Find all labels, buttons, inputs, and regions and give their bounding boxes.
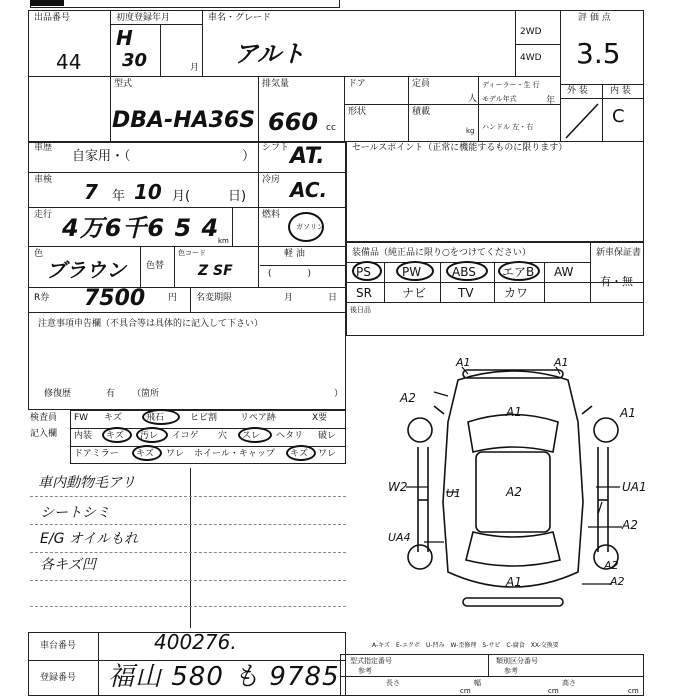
mark-right-quarter: A2 <box>610 575 625 588</box>
year-unit: 年 <box>546 96 556 106</box>
note-line-2: シートシミ <box>40 505 110 521</box>
height-label: 高さ <box>562 679 576 687</box>
mark-right-front-door: UA1 <box>622 480 647 494</box>
mark-left-door-inner: U1 <box>446 487 462 500</box>
shift-label: シフト <box>262 143 290 153</box>
insp-r1-2: 飛石 <box>146 413 165 423</box>
inspector-label-2: 記入欄 <box>30 429 58 439</box>
dealer-label: ディーラー・生 行 <box>482 81 540 89</box>
name-change-day: 日 <box>328 293 338 303</box>
mark-hood: A1 <box>506 405 522 419</box>
sales-point-box <box>346 142 644 242</box>
type-number-label: 型式指定番号 <box>350 657 392 665</box>
lot-number: 44 <box>56 50 82 74</box>
model-name: アルト <box>234 40 306 68</box>
lot-label: 出品番号 <box>34 13 71 23</box>
type-label: 型式 <box>114 79 133 89</box>
note-line-1: 車内動物毛アリ <box>38 475 136 491</box>
use-close: ） <box>242 149 256 164</box>
drive-4wd: 4WD <box>520 53 542 63</box>
inspection-year-unit: 年 <box>112 189 126 204</box>
circle-mirror-scratch <box>132 445 162 461</box>
insp-r3-2: ワレ <box>166 449 185 459</box>
capacity-label: 定員 <box>412 79 431 89</box>
score-value: 3.5 <box>576 37 621 70</box>
reg-era: H <box>116 26 133 50</box>
equip-pw: PW <box>402 265 422 279</box>
insp-r2-0: 内装 <box>74 431 93 441</box>
use-value: 自家用・（ <box>72 149 131 164</box>
insp-r3-4: キズ <box>290 449 308 459</box>
damage-legend: A-キズ E-エクボ U-凹み W-歪修理 S-サビ C-腐食 XX-交換要 <box>372 642 559 649</box>
equip-navi: ナビ <box>402 286 427 300</box>
mark-roof: A2 <box>506 485 522 499</box>
equip-ps: PS <box>356 265 371 279</box>
notes-label: 注意事項申告欄（不具合等は具体的に記入して下さい） <box>38 319 264 329</box>
interior-grade: C <box>612 106 625 127</box>
fuel-label: 燃料 <box>262 210 281 220</box>
repair-place: （箇所 <box>132 389 160 399</box>
insp-r1-0: FW <box>74 413 89 423</box>
fuel-value: ガソリン <box>296 223 324 231</box>
exterior-slash <box>562 100 602 142</box>
mark-right-door: A2 <box>622 518 638 532</box>
insp-r2-2: 汚レ <box>140 431 159 441</box>
mileage-label: 走行 <box>34 210 53 220</box>
mark-left-fender: A2 <box>400 391 416 405</box>
color-change-label: 色替 <box>146 261 165 271</box>
mark-rear-right: A2 <box>604 559 619 572</box>
black-tab <box>30 0 64 6</box>
insp-r3-5: ワレ <box>318 449 337 459</box>
insp-r2-5: スレ <box>242 431 261 441</box>
reg-year: 30 <box>122 50 148 71</box>
mark-left-door: W2 <box>388 480 408 494</box>
inspection-month-unit: 月( <box>172 189 191 204</box>
insp-r2-4: 穴 <box>218 431 228 441</box>
note-line-3: E/G オイルもれ <box>40 531 139 547</box>
name-change-month: 月 <box>284 293 294 303</box>
shift-value: AT. <box>290 144 325 169</box>
repair-yes: 有 <box>106 389 116 399</box>
insp-r2-3: イコゲ <box>172 431 199 441</box>
equip-leather: カワ <box>504 286 529 300</box>
equip-sr: SR <box>356 286 372 300</box>
handle-label: ハンドル 左・右 <box>482 123 534 131</box>
top-header-band <box>30 0 340 8</box>
mileage-unit: km <box>218 237 229 245</box>
circle-wheel-scratch <box>286 445 316 461</box>
width-unit: cm <box>548 687 559 695</box>
circle-int-dirt <box>136 427 168 443</box>
mark-left-sill: UA4 <box>388 531 411 544</box>
circle-ps <box>352 261 382 281</box>
inspection-label: 車検 <box>34 175 53 185</box>
reg-year-label: 初度登録年月 <box>116 13 171 23</box>
equipment-title: 装備品（純正品に限り○をつけてください） <box>352 248 531 258</box>
circle-chip <box>142 409 180 425</box>
inspection-month: 10 <box>134 180 162 204</box>
color-code-label: 色コード <box>178 249 206 257</box>
mark-right-fender: A1 <box>620 406 636 420</box>
recycle-value: 7500 <box>84 286 146 311</box>
mark-front-right: A1 <box>554 356 569 369</box>
insp-r1-1: キズ <box>104 413 122 423</box>
insp-r2-6: ヘタリ <box>276 431 304 441</box>
recycle-label: R券 <box>34 293 50 303</box>
mileage-value: 4万6千6 5 4 <box>62 214 220 242</box>
shape-label: 形状 <box>348 107 367 117</box>
post-label: 後日品 <box>350 306 371 314</box>
ac-value: AC. <box>290 178 328 202</box>
insp-r3-1: キズ <box>136 449 154 459</box>
circle-int-wear <box>238 427 272 443</box>
mark-trunk: A1 <box>506 575 522 589</box>
equip-tv: TV <box>458 286 474 300</box>
use-label: 車歴 <box>34 143 53 153</box>
length-unit: cm <box>460 687 471 695</box>
reg-month-unit: 月 <box>190 63 200 73</box>
exterior-label: 外 装 <box>567 86 588 96</box>
mark-front-left: A1 <box>456 356 471 369</box>
interior-label: 内 装 <box>610 86 631 96</box>
plate-label: 登録番号 <box>40 673 77 683</box>
displacement-value: 660 <box>268 108 319 136</box>
type-code: DBA-HA36S <box>112 108 256 133</box>
length-label: 長さ <box>386 679 400 687</box>
name-change-label: 名変期限 <box>196 293 233 303</box>
displacement-label: 排気量 <box>262 79 290 89</box>
repair-close: ） <box>334 389 344 399</box>
load-unit: kg <box>466 127 475 135</box>
height-unit: cm <box>628 687 639 695</box>
circle-airbag <box>498 261 540 281</box>
drive-2wd: 2WD <box>520 27 542 37</box>
color-label: 色 <box>34 249 44 259</box>
insp-r2-1: キズ <box>106 431 124 441</box>
type-number-ref: 参考 <box>358 667 372 675</box>
model-label: 車名・グレード <box>208 13 272 23</box>
class-number-ref: 参考 <box>504 667 518 675</box>
new-warranty-label: 新車保証書 <box>596 248 642 258</box>
displacement-unit: cc <box>326 123 336 133</box>
color-code: Z SF <box>198 263 233 279</box>
repair-label: 修復歴 <box>44 389 72 399</box>
capacity-unit: 人 <box>468 94 478 104</box>
insp-r3-0: ドアミラー <box>74 449 119 459</box>
score-label: 評 価 点 <box>578 13 611 23</box>
door-label: ドア <box>348 79 366 89</box>
circle-pw <box>396 261 434 281</box>
insp-r1-5: X要 <box>312 413 328 423</box>
model-year-label: モデル年式 <box>482 95 517 103</box>
insp-r1-4: リペア跡 <box>240 413 276 423</box>
chassis-value: 400276. <box>154 630 237 654</box>
fuel-paren: ( ) <box>268 269 312 279</box>
inspection-year: 7 <box>84 180 98 204</box>
chassis-label: 車台番号 <box>40 641 77 651</box>
sales-point-label: セールスポイント（正常に機能するものに限ります） <box>352 143 568 153</box>
class-number-label: 類別区分番号 <box>496 657 538 665</box>
width-label: 幅 <box>474 679 481 687</box>
insp-r3-3: ホイール・キャップ <box>194 449 275 459</box>
equip-airbag: エアB <box>502 265 535 279</box>
note-line-4: 各キズ凹 <box>40 557 96 573</box>
circle-abs <box>446 261 488 281</box>
color-value: ブラウン <box>46 258 126 282</box>
fuel-circle <box>288 212 324 242</box>
insp-r2-7: 破レ <box>318 431 337 441</box>
ac-label: 冷房 <box>262 175 281 185</box>
equip-abs: ABS <box>452 265 476 279</box>
plate-value: 福山 580 も 9785 <box>108 662 340 692</box>
fuel-alt: 軽 油 <box>284 249 305 259</box>
equip-aw: AW <box>554 265 574 279</box>
new-warranty-value: 有・無 <box>600 275 633 288</box>
inspector-label-1: 検査員 <box>30 413 58 423</box>
load-label: 積載 <box>412 107 431 117</box>
recycle-unit: 円 <box>168 293 178 303</box>
circle-int-scratch <box>102 427 132 443</box>
insp-r1-3: ヒビ割 <box>190 413 218 423</box>
inspection-day-unit: 日) <box>228 189 247 204</box>
